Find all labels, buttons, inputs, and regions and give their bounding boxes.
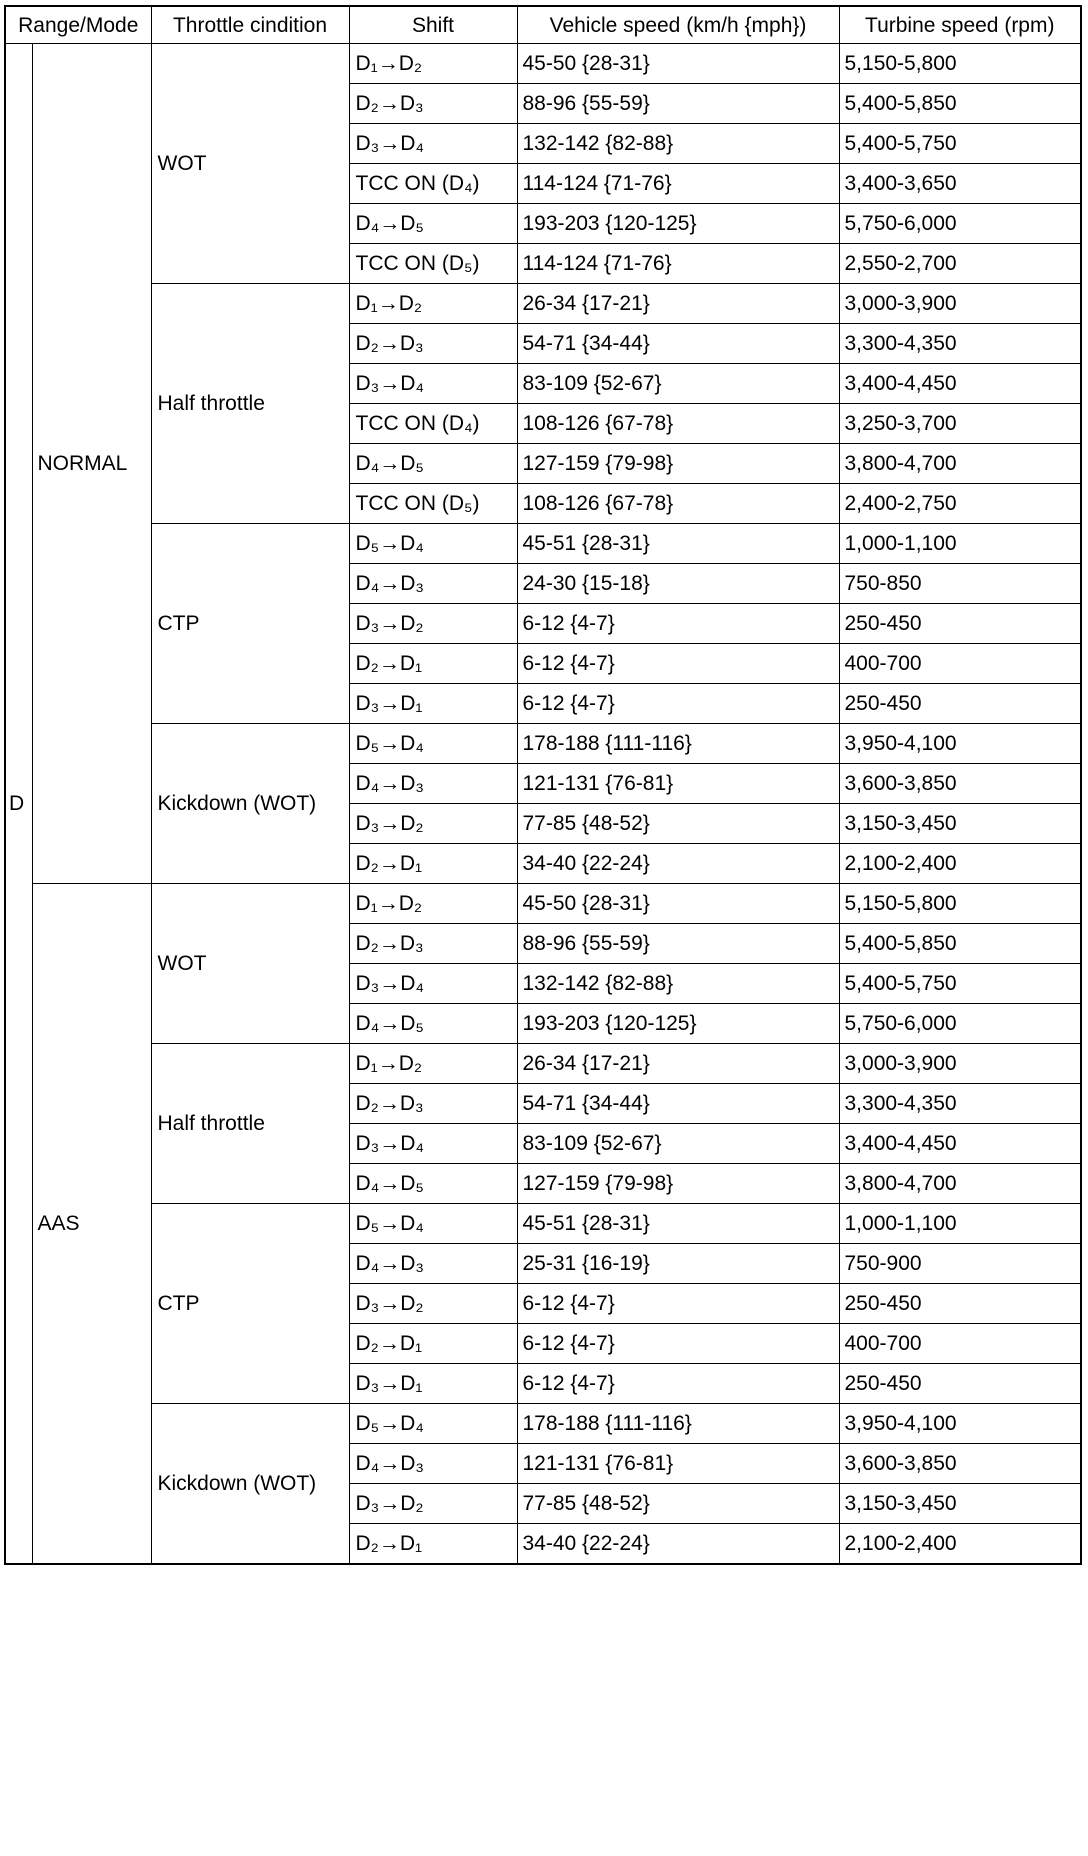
shift-speed-table <box>4 5 1082 1565</box>
shift-cell: D₅→D₄ <box>349 724 517 764</box>
vehicle-speed-cell: 45-51 {28-31} <box>517 524 839 564</box>
header-turbine-speed: Turbine speed (rpm) <box>839 6 1081 44</box>
shift-cell: D₃→D₂ <box>349 1284 517 1324</box>
vehicle-speed-cell: 114-124 {71-76} <box>517 164 839 204</box>
turbine-speed-cell: 3,800-4,700 <box>839 1164 1081 1204</box>
vehicle-speed-cell: 6-12 {4-7} <box>517 1364 839 1404</box>
vehicle-speed-cell: 6-12 {4-7} <box>517 644 839 684</box>
header-range-mode: Range/Mode <box>5 6 151 44</box>
vehicle-speed-cell: 54-71 {34-44} <box>517 1084 839 1124</box>
turbine-speed-cell: 5,400-5,850 <box>839 84 1081 124</box>
vehicle-speed-cell: 83-109 {52-67} <box>517 364 839 404</box>
turbine-speed-cell: 1,000-1,100 <box>839 1204 1081 1244</box>
table-row <box>5 724 1081 764</box>
shift-cell: D₄→D₃ <box>349 1244 517 1284</box>
shift-cell: D₁→D₂ <box>349 284 517 324</box>
shift-cell: D₄→D₅ <box>349 444 517 484</box>
shift-cell: D₁→D₂ <box>349 884 517 924</box>
range-cell: D <box>5 44 32 1565</box>
table-header <box>5 6 1081 44</box>
turbine-speed-cell: 3,800-4,700 <box>839 444 1081 484</box>
shift-cell: D₄→D₅ <box>349 1004 517 1044</box>
shift-cell: D₂→D₃ <box>349 1084 517 1124</box>
shift-cell: D₄→D₅ <box>349 1164 517 1204</box>
vehicle-speed-cell: 108-126 {67-78} <box>517 404 839 444</box>
shift-cell: D₂→D₁ <box>349 644 517 684</box>
vehicle-speed-cell: 24-30 {15-18} <box>517 564 839 604</box>
table-row <box>5 524 1081 564</box>
table-row <box>5 1044 1081 1084</box>
turbine-speed-cell: 5,400-5,850 <box>839 924 1081 964</box>
turbine-speed-cell: 400-700 <box>839 644 1081 684</box>
shift-cell: TCC ON (D₅) <box>349 244 517 284</box>
shift-cell: TCC ON (D₄) <box>349 164 517 204</box>
shift-cell: D₅→D₄ <box>349 1404 517 1444</box>
shift-cell: D₂→D₃ <box>349 924 517 964</box>
vehicle-speed-cell: 26-34 {17-21} <box>517 1044 839 1084</box>
turbine-speed-cell: 3,600-3,850 <box>839 764 1081 804</box>
table-row <box>5 284 1081 324</box>
shift-cell: D₄→D₃ <box>349 564 517 604</box>
shift-cell: D₃→D₄ <box>349 964 517 1004</box>
mode-cell: AAS <box>32 884 151 1565</box>
turbine-speed-cell: 250-450 <box>839 1364 1081 1404</box>
turbine-speed-cell: 5,150-5,800 <box>839 884 1081 924</box>
vehicle-speed-cell: 132-142 {82-88} <box>517 124 839 164</box>
shift-cell: D₄→D₃ <box>349 764 517 804</box>
shift-cell: D₃→D₂ <box>349 604 517 644</box>
vehicle-speed-cell: 34-40 {22-24} <box>517 1524 839 1565</box>
vehicle-speed-cell: 77-85 {48-52} <box>517 1484 839 1524</box>
header-row <box>5 6 1081 44</box>
throttle-condition-cell: CTP <box>151 524 349 724</box>
turbine-speed-cell: 3,400-4,450 <box>839 364 1081 404</box>
vehicle-speed-cell: 88-96 {55-59} <box>517 84 839 124</box>
shift-cell: D₁→D₂ <box>349 44 517 84</box>
vehicle-speed-cell: 132-142 {82-88} <box>517 964 839 1004</box>
shift-cell: D₃→D₄ <box>349 1124 517 1164</box>
vehicle-speed-cell: 193-203 {120-125} <box>517 204 839 244</box>
mode-cell: NORMAL <box>32 44 151 884</box>
vehicle-speed-cell: 178-188 {111-116} <box>517 724 839 764</box>
turbine-speed-cell: 750-900 <box>839 1244 1081 1284</box>
turbine-speed-cell: 3,300-4,350 <box>839 324 1081 364</box>
throttle-condition-cell: CTP <box>151 1204 349 1404</box>
turbine-speed-cell: 3,150-3,450 <box>839 1484 1081 1524</box>
table-row <box>5 1204 1081 1244</box>
vehicle-speed-cell: 108-126 {67-78} <box>517 484 839 524</box>
shift-cell: D₂→D₃ <box>349 84 517 124</box>
turbine-speed-cell: 2,550-2,700 <box>839 244 1081 284</box>
vehicle-speed-cell: 83-109 {52-67} <box>517 1124 839 1164</box>
turbine-speed-cell: 5,750-6,000 <box>839 204 1081 244</box>
shift-cell: D₄→D₅ <box>349 204 517 244</box>
vehicle-speed-cell: 6-12 {4-7} <box>517 1324 839 1364</box>
turbine-speed-cell: 250-450 <box>839 684 1081 724</box>
shift-cell: D₃→D₄ <box>349 124 517 164</box>
vehicle-speed-cell: 45-51 {28-31} <box>517 1204 839 1244</box>
vehicle-speed-cell: 121-131 {76-81} <box>517 1444 839 1484</box>
shift-cell: D₂→D₃ <box>349 324 517 364</box>
turbine-speed-cell: 5,150-5,800 <box>839 44 1081 84</box>
turbine-speed-cell: 3,950-4,100 <box>839 1404 1081 1444</box>
shift-cell: TCC ON (D₄) <box>349 404 517 444</box>
turbine-speed-cell: 3,000-3,900 <box>839 1044 1081 1084</box>
turbine-speed-cell: 750-850 <box>839 564 1081 604</box>
vehicle-speed-cell: 54-71 {34-44} <box>517 324 839 364</box>
shift-cell: D₂→D₁ <box>349 844 517 884</box>
vehicle-speed-cell: 45-50 {28-31} <box>517 884 839 924</box>
vehicle-speed-cell: 77-85 {48-52} <box>517 804 839 844</box>
turbine-speed-cell: 3,000-3,900 <box>839 284 1081 324</box>
vehicle-speed-cell: 45-50 {28-31} <box>517 44 839 84</box>
shift-cell: D₅→D₄ <box>349 1204 517 1244</box>
shift-cell: D₃→D₂ <box>349 804 517 844</box>
turbine-speed-cell: 3,150-3,450 <box>839 804 1081 844</box>
table-row <box>5 44 1081 84</box>
turbine-speed-cell: 5,400-5,750 <box>839 124 1081 164</box>
throttle-condition-cell: Half throttle <box>151 284 349 524</box>
turbine-speed-cell: 3,250-3,700 <box>839 404 1081 444</box>
turbine-speed-cell: 2,100-2,400 <box>839 1524 1081 1565</box>
header-shift: Shift <box>349 6 517 44</box>
shift-cell: D₂→D₁ <box>349 1524 517 1565</box>
throttle-condition-cell: Half throttle <box>151 1044 349 1204</box>
vehicle-speed-cell: 88-96 {55-59} <box>517 924 839 964</box>
throttle-condition-cell: Kickdown (WOT) <box>151 1404 349 1565</box>
header-throttle-condition: Throttle cindition <box>151 6 349 44</box>
header-vehicle-speed: Vehicle speed (km/h {mph}) <box>517 6 839 44</box>
turbine-speed-cell: 3,600-3,850 <box>839 1444 1081 1484</box>
turbine-speed-cell: 2,400-2,750 <box>839 484 1081 524</box>
turbine-speed-cell: 3,400-3,650 <box>839 164 1081 204</box>
throttle-condition-cell: WOT <box>151 884 349 1044</box>
vehicle-speed-cell: 121-131 {76-81} <box>517 764 839 804</box>
turbine-speed-cell: 2,100-2,400 <box>839 844 1081 884</box>
shift-cell: D₃→D₁ <box>349 1364 517 1404</box>
vehicle-speed-cell: 193-203 {120-125} <box>517 1004 839 1044</box>
turbine-speed-cell: 5,400-5,750 <box>839 964 1081 1004</box>
vehicle-speed-cell: 26-34 {17-21} <box>517 284 839 324</box>
table-row <box>5 884 1081 924</box>
vehicle-speed-cell: 6-12 {4-7} <box>517 604 839 644</box>
vehicle-speed-cell: 6-12 {4-7} <box>517 1284 839 1324</box>
shift-cell: D₂→D₁ <box>349 1324 517 1364</box>
turbine-speed-cell: 400-700 <box>839 1324 1081 1364</box>
vehicle-speed-cell: 6-12 {4-7} <box>517 684 839 724</box>
throttle-condition-cell: Kickdown (WOT) <box>151 724 349 884</box>
turbine-speed-cell: 5,750-6,000 <box>839 1004 1081 1044</box>
table-body <box>5 44 1081 1565</box>
shift-cell: D₃→D₂ <box>349 1484 517 1524</box>
turbine-speed-cell: 3,400-4,450 <box>839 1124 1081 1164</box>
turbine-speed-cell: 3,950-4,100 <box>839 724 1081 764</box>
turbine-speed-cell: 3,300-4,350 <box>839 1084 1081 1124</box>
vehicle-speed-cell: 127-159 {79-98} <box>517 444 839 484</box>
shift-cell: D₅→D₄ <box>349 524 517 564</box>
vehicle-speed-cell: 114-124 {71-76} <box>517 244 839 284</box>
shift-cell: D₃→D₄ <box>349 364 517 404</box>
turbine-speed-cell: 1,000-1,100 <box>839 524 1081 564</box>
table-row <box>5 1404 1081 1444</box>
turbine-speed-cell: 250-450 <box>839 604 1081 644</box>
vehicle-speed-cell: 178-188 {111-116} <box>517 1404 839 1444</box>
vehicle-speed-cell: 127-159 {79-98} <box>517 1164 839 1204</box>
turbine-speed-cell: 250-450 <box>839 1284 1081 1324</box>
vehicle-speed-cell: 34-40 {22-24} <box>517 844 839 884</box>
shift-cell: D₄→D₃ <box>349 1444 517 1484</box>
vehicle-speed-cell: 25-31 {16-19} <box>517 1244 839 1284</box>
shift-cell: D₁→D₂ <box>349 1044 517 1084</box>
shift-cell: D₃→D₁ <box>349 684 517 724</box>
throttle-condition-cell: WOT <box>151 44 349 284</box>
shift-cell: TCC ON (D₅) <box>349 484 517 524</box>
